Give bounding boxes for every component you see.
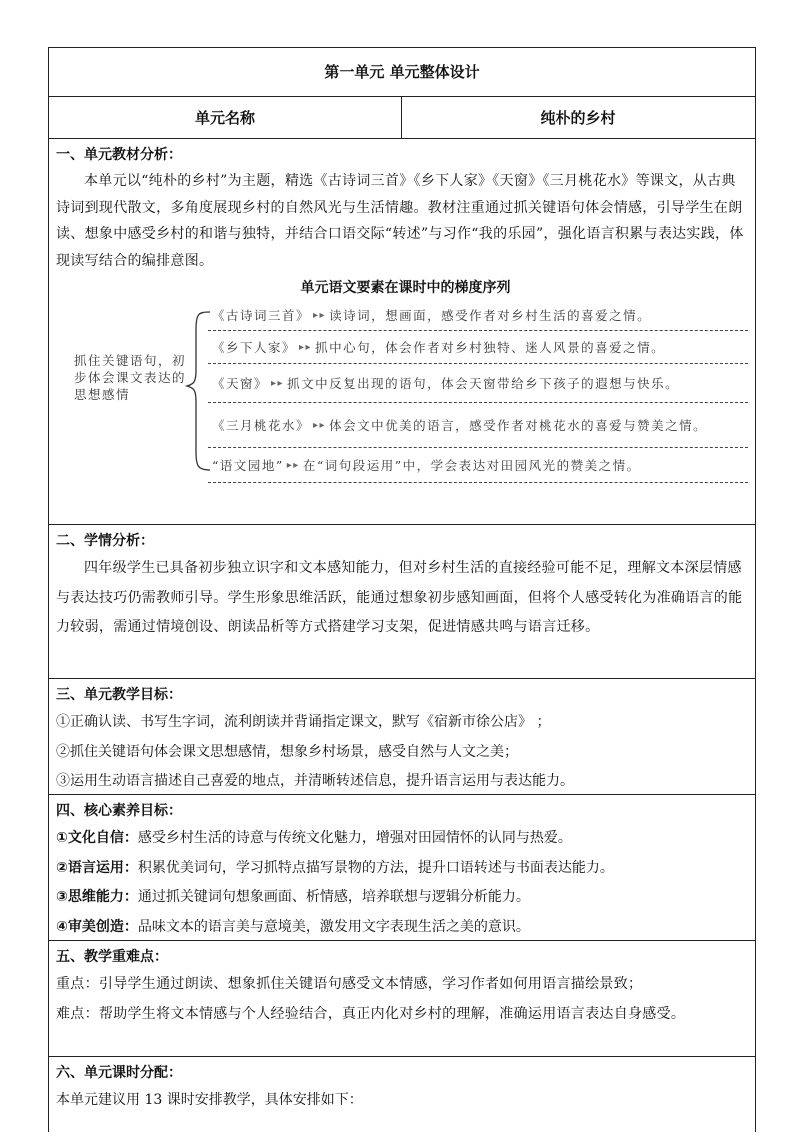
section-key-difficult xyxy=(49,940,755,1056)
diagram-lesson: 《古诗词三首》 xyxy=(212,307,311,323)
diagram-text: 读诗词，想画面，感受作者对乡村生活的喜爱之情。 xyxy=(329,307,652,323)
literacy-label: ②语言运用： xyxy=(56,859,138,876)
diagram-row xyxy=(208,331,748,364)
diagram-row xyxy=(208,403,748,448)
unit-design-table xyxy=(48,47,756,1132)
section-body: 本单元以“纯朴的乡村”为主题，精选《古诗词三首》《乡下人家》《天窗》《三月桃花水》等课文，从古典诗词到现代散文，多角度展现乡村的自然风光与生活情趣。教材注重通过抓关键语句体会情感，引导学生在朗读、想象中感受乡村的和谐与独特，并结合口语交际“转述”与习作“我的乐园”，强化语言积累与表达实践，体现读写结合的编排意图。 xyxy=(56,173,744,269)
diagram-text: 在“词句段运用”中，学会表达对田园风光的赞美之情。 xyxy=(302,457,641,473)
section-heading: 六、单元课时分配： xyxy=(56,1065,182,1081)
double-arrow-icon: ▸▸ xyxy=(313,309,327,321)
section-heading: 二、学情分析： xyxy=(56,533,154,549)
goal-item: ①正确认读、书写生字词，流利朗读并背诵指定课文，默写《宿新市徐公店》 ； xyxy=(56,714,551,730)
section-textbook-analysis xyxy=(49,138,755,524)
diagram-text: 抓中心句，体会作者对乡村独特、迷人风景的喜爱之情。 xyxy=(315,339,666,355)
section-heading: 三、单元教学目标： xyxy=(56,687,182,703)
diagram-lesson: “语文园地” xyxy=(212,457,284,473)
diagram-text: 抓文中反复出现的语句，体会天窗带给乡下孩子的遐想与快乐。 xyxy=(287,375,680,391)
diagram-row xyxy=(208,364,748,403)
page-title: 第一单元 单元整体设计 xyxy=(324,63,480,81)
goal-item: ②抓住关键语句体会课文思想感情，想象乡村场景，感受自然与人文之美； xyxy=(56,743,518,760)
literacy-item xyxy=(56,913,755,943)
difficult-point: 难点：帮助学生将文本情感与个人经验结合，真正内化对乡村的理解，准确运用语言表达自身感受。 xyxy=(56,1005,686,1022)
literacy-item xyxy=(56,883,755,913)
title-row xyxy=(49,48,755,96)
section-heading: 一、单元教材分析： xyxy=(56,147,182,163)
literacy-label: ④审美创造： xyxy=(56,918,138,935)
diagram-text: 体会文中优美的语言，感受作者对桃花水的喜爱与赞美之情。 xyxy=(329,417,708,433)
diagram-row xyxy=(208,448,748,483)
section-lesson-allocation xyxy=(49,1056,755,1133)
key-point: 重点：引导学生通过朗读、想象抓住关键语句感受文本情感，学习作者如何用语言描绘景致； xyxy=(56,976,643,992)
diagram-lesson: 《天窗》 xyxy=(212,375,269,391)
unit-name-label: 单元名称 xyxy=(49,97,402,139)
section-heading: 五、教学重难点： xyxy=(56,949,168,965)
diagram-title: 单元语文要素在课时中的梯度序列 xyxy=(300,280,511,296)
double-arrow-icon: ▸▸ xyxy=(299,341,313,353)
unit-name-row xyxy=(49,96,755,138)
literacy-text: 通过抓关键词句想象画面、析情感，培养联想与逻辑分析能力。 xyxy=(137,889,530,905)
literacy-text: 感受乡村生活的诗意与传统文化魅力，增强对田园情怀的认同与热爱。 xyxy=(137,830,572,846)
literacy-item xyxy=(56,824,755,854)
literacy-label: ③思维能力： xyxy=(56,889,138,905)
double-arrow-icon: ▸▸ xyxy=(271,377,285,389)
diagram-row xyxy=(208,300,748,331)
literacy-text: 积累优美词句，学习抓特点描写景物的方法，提升口语转述与书面表达能力。 xyxy=(137,859,614,876)
gradient-diagram xyxy=(56,300,755,480)
diagram-lesson: 《乡下人家》 xyxy=(212,339,297,355)
diagram-root: 抓住关键语句，初步体会课文表达的思想感情 xyxy=(74,353,187,402)
double-arrow-icon: ▸▸ xyxy=(313,419,327,431)
double-arrow-icon: ▸▸ xyxy=(286,459,300,471)
goal-item: ③运用生动语言描述自己喜爱的地点，并清晰转述信息，提升语言运用与表达能力。 xyxy=(56,773,574,789)
diagram-lesson: 《三月桃花水》 xyxy=(212,417,311,433)
literacy-text: 品味文本的语言美与意境美，激发用文字表现生活之美的意识。 xyxy=(137,918,530,935)
literacy-item xyxy=(56,854,755,884)
literacy-label: ①文化自信： xyxy=(56,830,138,846)
section-body: 四年级学生已具备初步独立识字和文本感知能力，但对乡村生活的直接经验可能不足，理解文本深层情感与表达技巧仍需教师引导。学生形象思维活跃，能通过想象初步感知画面，但将个人感受转化为准确语言的能力较弱，需通过情境创设、朗读品析等方式搭建学习支架，促进情感共鸣与语言迁移。 xyxy=(56,560,743,635)
section-body: 本单元建议用 13 课时安排教学，具体安排如下： xyxy=(56,1092,363,1108)
unit-name-value: 纯朴的乡村 xyxy=(540,109,616,127)
section-teaching-goals xyxy=(49,678,755,794)
section-heading: 四、核心素养目标： xyxy=(56,803,182,819)
section-learner-analysis xyxy=(49,524,755,678)
section-core-literacy xyxy=(49,794,755,940)
